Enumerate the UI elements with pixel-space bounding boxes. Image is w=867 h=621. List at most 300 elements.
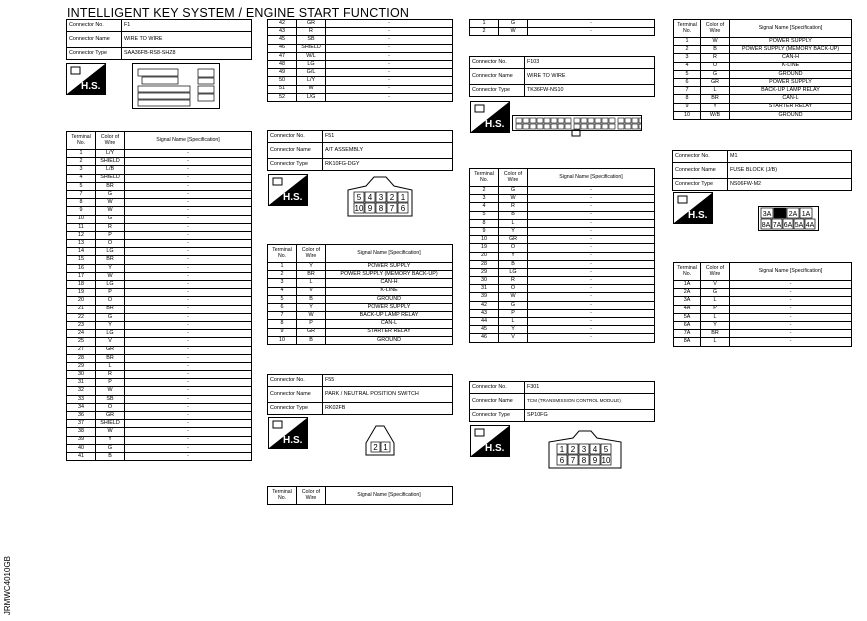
terminal-table-tcm	[673, 19, 852, 120]
table-row	[268, 295, 453, 303]
connector-no-value: M1	[728, 151, 852, 163]
signal-name-cell: -	[125, 313, 252, 321]
terminal-no-cell: 48	[268, 60, 297, 68]
label-connector-no: Connector No.	[268, 131, 323, 143]
table-row	[268, 279, 453, 287]
pin-label: 7	[389, 204, 395, 213]
table-row	[470, 326, 655, 334]
label-connector-no: Connector No.	[470, 57, 525, 69]
terminal-no-cell: 14	[67, 248, 96, 256]
connector-info-f1	[66, 19, 252, 60]
table-row	[67, 248, 252, 256]
header-color: Color of Wire	[701, 20, 730, 38]
terminal-no-cell: 21	[67, 305, 96, 313]
pin-box	[588, 118, 594, 123]
pin-box	[574, 124, 580, 129]
signal-name-cell: -	[528, 252, 655, 260]
wire-color-cell: GR	[701, 78, 730, 86]
signal-name-cell: -	[125, 452, 252, 460]
wire-color-cell: Y	[499, 227, 528, 235]
wire-color-cell: O	[96, 297, 125, 305]
connector-diagram-m1	[758, 206, 820, 237]
terminal-no-cell: 9	[470, 227, 499, 235]
table-row	[67, 264, 252, 272]
signal-name-cell: -	[528, 244, 655, 252]
terminal-no-cell: 3	[470, 195, 499, 203]
table-row	[268, 287, 453, 295]
connector-name-value: WIRE TO WIRE	[122, 32, 252, 48]
signal-name-cell: -	[125, 395, 252, 403]
connector-info-f301	[469, 381, 655, 422]
signal-name-cell: -	[730, 281, 852, 289]
wire-color-cell: B	[499, 211, 528, 219]
wire-color-cell: W	[96, 199, 125, 207]
table-row	[67, 420, 252, 428]
signal-name-cell: -	[125, 297, 252, 305]
header-terminal: Terminal No.	[674, 20, 701, 38]
header-color: Color of Wire	[499, 169, 528, 187]
terminal-no-cell: 46	[268, 44, 297, 52]
label-connector-no: Connector No.	[470, 382, 525, 394]
signal-name-cell: -	[125, 354, 252, 362]
signal-name-cell: -	[125, 264, 252, 272]
table-row	[470, 334, 655, 342]
header-color: Color of Wire	[297, 245, 326, 263]
terminal-no-cell: 18	[67, 281, 96, 289]
signal-name-cell: STARTER RELAY	[730, 103, 852, 111]
table-row	[268, 328, 453, 336]
terminal-no-cell: 11	[67, 223, 96, 231]
wire-color-cell: B	[297, 295, 326, 303]
header-color: Color of Wire	[297, 487, 326, 505]
terminal-no-cell: 38	[67, 428, 96, 436]
label-connector-type: Connector Type	[268, 403, 323, 415]
signal-name-cell: -	[125, 166, 252, 174]
table-row	[268, 28, 453, 36]
terminal-no-cell: 2A	[674, 289, 701, 297]
signal-name-cell: -	[125, 240, 252, 248]
terminal-no-cell: 17	[67, 272, 96, 280]
terminal-no-cell: 1	[470, 20, 499, 28]
signal-name-cell: -	[528, 326, 655, 334]
signal-name-cell: -	[326, 60, 453, 68]
pin-box	[632, 118, 638, 123]
signal-name-cell: -	[326, 28, 453, 36]
wire-color-cell: B	[701, 46, 730, 54]
signal-name-cell: -	[125, 256, 252, 264]
wire-color-cell: R	[96, 371, 125, 379]
terminal-no-cell: 40	[67, 444, 96, 452]
wire-color-cell: R	[499, 203, 528, 211]
connector-diagram-f103	[512, 115, 642, 142]
label-connector-no: Connector No.	[673, 151, 728, 163]
connector-no-value: F51	[323, 131, 453, 143]
signal-name-cell: POWER SUPPLY (MEMORY BACK-UP)	[326, 271, 453, 279]
pin-label: 8	[378, 204, 384, 213]
wire-color-cell: G	[701, 289, 730, 297]
signal-name-cell: POWER SUPPLY	[730, 78, 852, 86]
connector-diagram-f1	[132, 63, 220, 114]
pin-box	[544, 124, 550, 129]
signal-name-cell: -	[125, 281, 252, 289]
pin-label: 1A	[801, 211, 811, 218]
header-terminal: Terminal No.	[674, 263, 701, 281]
wire-color-cell: L	[701, 297, 730, 305]
signal-name-cell: -	[528, 277, 655, 285]
table-row	[268, 85, 453, 93]
connector-no-value: F103	[525, 57, 655, 69]
terminal-no-cell: 23	[67, 321, 96, 329]
connector-no-value: F55	[323, 375, 453, 387]
connector-no-value: F1	[122, 20, 252, 32]
wire-color-cell: B	[297, 336, 326, 344]
pin-box	[618, 124, 624, 129]
wire-color-cell: P	[499, 309, 528, 317]
pin-label: 2	[373, 443, 378, 452]
terminal-no-cell: 37	[67, 420, 96, 428]
table-row	[268, 271, 453, 279]
pin-box	[551, 124, 557, 129]
terminal-no-cell: 33	[67, 395, 96, 403]
signal-name-cell: -	[528, 203, 655, 211]
pin-box	[618, 118, 624, 123]
signal-name-cell: CAN-L	[730, 95, 852, 103]
signal-name-cell: -	[730, 321, 852, 329]
wire-color-cell: G	[96, 215, 125, 223]
hs-icon	[66, 63, 106, 95]
figure-code: JRMWC4010GB	[3, 556, 12, 616]
wire-color-cell: Y	[96, 321, 125, 329]
connector-type-value: RK02FB	[323, 403, 453, 415]
terminal-no-cell: 9	[67, 207, 96, 215]
table-row	[67, 256, 252, 264]
terminal-no-cell: 7	[67, 190, 96, 198]
table-row	[67, 412, 252, 420]
terminal-no-cell: 9	[674, 103, 701, 111]
signal-name-cell: STARTER RELAY	[326, 328, 453, 336]
pin-label: 9	[592, 456, 598, 465]
wire-color-cell: G	[499, 301, 528, 309]
header-signal: Signal Name [Specification]	[125, 132, 252, 150]
signal-name-cell: POWER SUPPLY (MEMORY BACK-UP)	[730, 46, 852, 54]
terminal-table-f102	[469, 19, 655, 36]
pin-box	[516, 118, 522, 123]
pin-box	[609, 124, 615, 129]
connector-name-value: WIRE TO WIRE	[525, 69, 655, 85]
signal-name-cell: -	[528, 285, 655, 293]
wire-color-cell: V	[297, 287, 326, 295]
terminal-no-cell: 27	[67, 346, 96, 354]
terminal-no-cell: 5A	[674, 313, 701, 321]
terminal-table-f51	[267, 244, 453, 345]
signal-name-cell: -	[125, 207, 252, 215]
terminal-no-cell: 28	[67, 354, 96, 362]
pin-box	[602, 118, 608, 123]
header-signal: Signal Name [Specification]	[730, 263, 852, 281]
table-row	[67, 330, 252, 338]
label-connector-type: Connector Type	[470, 85, 525, 97]
signal-name-cell: -	[125, 272, 252, 280]
terminal-no-cell: 41	[67, 452, 96, 460]
terminal-no-cell: 16	[67, 264, 96, 272]
table-row	[67, 297, 252, 305]
wire-color-cell: Y	[701, 103, 730, 111]
svg-text:H.S.: H.S.	[283, 435, 303, 446]
table-row	[67, 182, 252, 190]
table-row	[674, 103, 852, 111]
table-row	[470, 252, 655, 260]
wire-color-cell: BR	[701, 330, 730, 338]
page-title: INTELLIGENT KEY SYSTEM / ENGINE START FUNCTION	[67, 6, 410, 20]
terminal-no-cell: 32	[67, 387, 96, 395]
header-color: Color of Wire	[96, 132, 125, 150]
signal-name-cell: -	[125, 158, 252, 166]
terminal-no-cell: 3	[674, 54, 701, 62]
terminal-no-cell: 7	[268, 312, 297, 320]
label-connector-no: Connector No.	[268, 375, 323, 387]
table-row	[67, 272, 252, 280]
pin-box	[602, 124, 608, 129]
terminal-no-cell: 2	[470, 28, 499, 36]
pin-box	[530, 124, 536, 129]
table-row	[674, 70, 852, 78]
header-signal: Signal Name [Specification]	[326, 487, 453, 505]
terminal-no-cell: 3	[268, 279, 297, 287]
wire-color-cell: G	[499, 20, 528, 28]
connector-name-value: FUSE BLOCK (J/B)	[728, 163, 852, 179]
wire-color-cell: SB	[96, 395, 125, 403]
connector-type-value: NS06FW-M2	[728, 179, 852, 191]
signal-name-cell: -	[125, 420, 252, 428]
wire-color-cell: B	[499, 260, 528, 268]
table-row	[67, 436, 252, 444]
signal-name-cell: -	[125, 289, 252, 297]
terminal-no-cell: 7A	[674, 330, 701, 338]
terminal-no-cell: 5	[268, 295, 297, 303]
connector-diagram-f51	[346, 176, 414, 223]
table-row	[470, 244, 655, 252]
wire-color-cell: L	[701, 313, 730, 321]
signal-name-cell: POWER SUPPLY	[326, 303, 453, 311]
table-row	[674, 111, 852, 119]
table-row	[67, 387, 252, 395]
terminal-no-cell: 25	[67, 338, 96, 346]
signal-name-cell: -	[730, 330, 852, 338]
wire-color-cell: R	[297, 28, 326, 36]
label-connector-type: Connector Type	[268, 159, 323, 171]
pin-label: 5	[603, 445, 609, 454]
signal-name-cell: BACK-UP LAMP RELAY	[326, 312, 453, 320]
terminal-no-cell: 6	[268, 303, 297, 311]
table-row	[470, 195, 655, 203]
hs-icon	[268, 417, 308, 449]
wire-color-cell: BR	[96, 354, 125, 362]
table-row	[674, 95, 852, 103]
table-row	[67, 313, 252, 321]
terminal-no-cell: 20	[470, 252, 499, 260]
label-connector-type: Connector Type	[67, 48, 122, 60]
header-terminal: Terminal No.	[470, 169, 499, 187]
pin-box	[565, 124, 571, 129]
table-row	[67, 281, 252, 289]
table-row	[268, 44, 453, 52]
connector-type-value: TK36FW-NS10	[525, 85, 655, 97]
pin-box	[558, 124, 564, 129]
terminal-no-cell: 3	[67, 166, 96, 174]
header-signal: Signal Name [Specification]	[528, 169, 655, 187]
table-row	[268, 60, 453, 68]
wire-color-cell: SHIELD	[96, 174, 125, 182]
signal-name-cell: CAN-H	[326, 279, 453, 287]
pin-box	[625, 124, 631, 129]
table-row	[470, 301, 655, 309]
signal-name-cell: -	[528, 28, 655, 36]
wire-color-cell: G/L	[297, 69, 326, 77]
signal-name-cell: -	[125, 379, 252, 387]
table-row	[674, 289, 852, 297]
table-row	[674, 281, 852, 289]
table-row	[470, 20, 655, 28]
wire-color-cell: Y	[297, 263, 326, 271]
table-row	[67, 166, 252, 174]
terminal-no-cell: 9	[268, 328, 297, 336]
terminal-no-cell: 29	[67, 362, 96, 370]
terminal-no-cell: 50	[268, 77, 297, 85]
table-row	[470, 318, 655, 326]
signal-name-cell: -	[730, 338, 852, 346]
signal-name-cell: -	[326, 20, 453, 28]
wire-color-cell: L	[499, 318, 528, 326]
wire-color-cell: L/G	[297, 93, 326, 101]
table-row	[470, 203, 655, 211]
pin-label: 2	[389, 193, 395, 202]
terminal-no-cell: 10	[674, 111, 701, 119]
terminal-no-cell: 5	[470, 211, 499, 219]
pin-box	[774, 208, 786, 218]
wire-color-cell: Y	[96, 436, 125, 444]
wire-color-cell: LG	[297, 60, 326, 68]
terminal-no-cell: 51	[268, 85, 297, 93]
terminal-no-cell: 31	[470, 285, 499, 293]
connector-type-value: RK10FG-DGY	[323, 159, 453, 171]
signal-name-cell: -	[125, 338, 252, 346]
header-terminal: Terminal No.	[268, 487, 297, 505]
signal-name-cell: BACK-UP LAMP RELAY	[730, 87, 852, 95]
table-row	[674, 338, 852, 346]
pin-label: 7A	[772, 222, 782, 229]
pin-label: 8	[581, 456, 587, 465]
wire-color-cell: LG	[96, 248, 125, 256]
wire-color-cell: L	[96, 362, 125, 370]
hs-icon	[268, 174, 308, 206]
terminal-no-cell: 6	[674, 78, 701, 86]
pin-box	[551, 118, 557, 123]
pin-box	[537, 118, 543, 123]
table-row	[268, 52, 453, 60]
pin-label: 9	[367, 204, 373, 213]
signal-name-cell: -	[125, 190, 252, 198]
svg-text:H.S.: H.S.	[81, 81, 101, 92]
terminal-no-cell: 4	[67, 174, 96, 182]
signal-name-cell: GROUND	[326, 336, 453, 344]
pin-label: 7	[570, 456, 576, 465]
terminal-no-cell: 12	[67, 231, 96, 239]
signal-name-cell: -	[125, 248, 252, 256]
terminal-no-cell: 1	[67, 150, 96, 158]
table-row	[268, 36, 453, 44]
pin-label: 1	[559, 445, 565, 454]
pin-label: 3	[378, 193, 384, 202]
terminal-no-cell: 42	[268, 20, 297, 28]
terminal-no-cell: 7	[674, 87, 701, 95]
header-terminal: Terminal No.	[67, 132, 96, 150]
signal-name-cell: -	[125, 444, 252, 452]
table-row	[268, 69, 453, 77]
wire-color-cell: L/Y	[96, 150, 125, 158]
wire-color-cell: SHIELD	[96, 420, 125, 428]
table-row	[470, 268, 655, 276]
terminal-no-cell: 45	[268, 36, 297, 44]
signal-name-cell: -	[125, 150, 252, 158]
signal-name-cell: -	[528, 195, 655, 203]
label-connector-name: Connector Name	[470, 69, 525, 85]
signal-name-cell: GROUND	[730, 70, 852, 78]
terminal-no-cell: 19	[67, 289, 96, 297]
pin-label: 6A	[783, 222, 793, 229]
wire-color-cell: L	[701, 338, 730, 346]
table-row	[67, 321, 252, 329]
connector-name-value: A/T ASSEMBLY	[323, 143, 453, 159]
signal-name-cell: -	[528, 268, 655, 276]
signal-name-cell: -	[125, 330, 252, 338]
wire-color-cell: O	[96, 403, 125, 411]
table-row	[67, 354, 252, 362]
terminal-no-cell: 29	[470, 268, 499, 276]
wire-color-cell: W	[96, 272, 125, 280]
pin-label: 5	[356, 193, 362, 202]
connector-name-value: TCM (TRANSMISSION CONTROL MODULE)	[525, 394, 655, 410]
table-row	[268, 263, 453, 271]
terminal-no-cell: 24	[67, 330, 96, 338]
table-row	[268, 312, 453, 320]
pin-box	[595, 118, 601, 123]
table-row	[674, 313, 852, 321]
signal-name-cell: -	[125, 387, 252, 395]
table-row	[674, 38, 852, 46]
pin-label: 10	[354, 204, 364, 213]
terminal-no-cell: 1	[674, 38, 701, 46]
table-row	[470, 187, 655, 195]
wire-color-cell: L/Y	[297, 77, 326, 85]
pin-label: 6	[559, 456, 565, 465]
signal-name-cell: -	[125, 223, 252, 231]
wire-color-cell: BR	[297, 271, 326, 279]
pin-label: 4	[592, 445, 598, 454]
signal-name-cell: POWER SUPPLY	[326, 263, 453, 271]
wire-color-cell: P	[96, 379, 125, 387]
wire-color-cell: Y	[297, 303, 326, 311]
wire-color-cell: L	[297, 279, 326, 287]
table-row	[470, 236, 655, 244]
label-connector-type: Connector Type	[673, 179, 728, 191]
wire-color-cell: W	[297, 312, 326, 320]
wire-color-cell: SB	[297, 36, 326, 44]
wire-color-cell: G	[96, 313, 125, 321]
pin-label: 10	[601, 456, 611, 465]
signal-name-cell: -	[125, 321, 252, 329]
table-row	[67, 452, 252, 460]
signal-name-cell: -	[326, 44, 453, 52]
